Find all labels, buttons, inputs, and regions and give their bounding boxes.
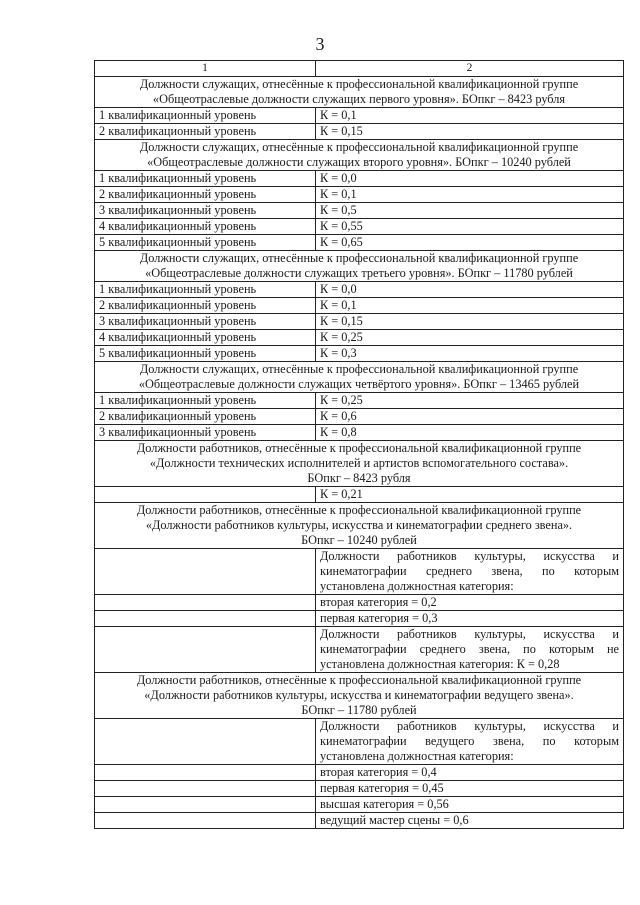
table-row [95, 765, 624, 781]
coef-cell: К = 0,0 [316, 282, 624, 298]
coef-cell: К = 0,15 [316, 124, 624, 140]
salary-coefficient-table [94, 60, 624, 829]
level-cell: 5 квалификационный уровень [95, 346, 316, 362]
level-cell: 5 квалификационный уровень [95, 235, 316, 251]
header-row [95, 61, 624, 77]
coef-cell: К = 0,0 [316, 171, 624, 187]
category-cell: первая категория = 0,3 [316, 611, 624, 627]
table-row [95, 781, 624, 797]
category-cell: первая категория = 0,45 [316, 781, 624, 797]
table-row [95, 409, 624, 425]
title-line: Должности работников, отнесённые к профессиональной квалификационной группе [136, 503, 582, 517]
table-row [95, 393, 624, 409]
empty-cell [95, 549, 316, 595]
level-cell: 4 квалификационный уровень [95, 219, 316, 235]
title-line: «Должности технических исполнителей и артистов вспомогательного состава». [149, 456, 569, 470]
section-title: Должности служащих, отнесённые к профессиональной квалификационной группе «Общеотраслевые должности служащих первого уровня». БОпкг – 8423 рубля [95, 77, 624, 108]
category-description: Должности работников культуры, искусства и кинематографии ведущего звена, по которым установлена должностная категория: [316, 719, 624, 765]
coef-cell: К = 0,1 [316, 298, 624, 314]
empty-cell [95, 719, 316, 765]
coef-cell: К = 0,8 [316, 425, 624, 441]
category-cell: вторая категория = 0,4 [316, 765, 624, 781]
level-cell: 3 квалификационный уровень [95, 425, 316, 441]
section-row [95, 503, 624, 549]
title-line: БОпкг – 10240 рублей [301, 533, 417, 547]
section-row [95, 441, 624, 487]
header-col-1: 1 [95, 61, 316, 77]
table-row [95, 124, 624, 140]
section-row [95, 673, 624, 719]
table-row [95, 203, 624, 219]
section-row [95, 140, 624, 171]
table-row [95, 235, 624, 251]
table-row [95, 719, 624, 765]
table-row [95, 425, 624, 441]
table-body [95, 61, 624, 829]
section-title [95, 441, 624, 487]
title-line: БОпкг – 11780 рублей [301, 703, 417, 717]
coef-cell: К = 0,15 [316, 314, 624, 330]
coef-cell: К = 0,3 [316, 346, 624, 362]
coef-cell: К = 0,25 [316, 330, 624, 346]
table-row [95, 595, 624, 611]
level-cell: 1 квалификационный уровень [95, 171, 316, 187]
coef-cell: К = 0,65 [316, 235, 624, 251]
coef-cell: К = 0,25 [316, 393, 624, 409]
coef-cell: К = 0,1 [316, 108, 624, 124]
level-cell: 2 квалификационный уровень [95, 409, 316, 425]
empty-cell [95, 797, 316, 813]
level-cell: 4 квалификационный уровень [95, 330, 316, 346]
empty-cell [95, 595, 316, 611]
title-line: БОпкг – 8423 рубля [307, 471, 411, 485]
table-row [95, 314, 624, 330]
level-cell: 2 квалификационный уровень [95, 187, 316, 203]
table-row [95, 108, 624, 124]
level-cell: 1 квалификационный уровень [95, 108, 316, 124]
section-title [95, 503, 624, 549]
table-row [95, 171, 624, 187]
table-row [95, 187, 624, 203]
coef-cell: К = 0,6 [316, 409, 624, 425]
empty-cell [95, 765, 316, 781]
coef-cell: К = 0,55 [316, 219, 624, 235]
empty-cell [95, 611, 316, 627]
table-row [95, 813, 624, 829]
level-cell: 1 квалификационный уровень [95, 282, 316, 298]
title-line: «Должности работников культуры, искусства и кинематографии ведущего звена». [144, 688, 574, 702]
section-row [95, 251, 624, 282]
section-row [95, 77, 624, 108]
category-description: Должности работников культуры, искусства и кинематографии среднего звена, по которым не установлена должностная категория: К = 0,28 [316, 627, 624, 673]
level-cell: 2 квалификационный уровень [95, 124, 316, 140]
section-title: Должности служащих, отнесённые к профессиональной квалификационной группе «Общеотраслевые должности служащих четвёртого уровня». БОпкг – 13465 рублей [95, 362, 624, 393]
coef-cell: К = 0,1 [316, 187, 624, 203]
empty-cell [95, 813, 316, 829]
title-line: Должности работников, отнесённые к профессиональной квалификационной группе [136, 673, 582, 687]
table-row [95, 627, 624, 673]
table-row [95, 487, 624, 503]
level-cell: 2 квалификационный уровень [95, 298, 316, 314]
empty-cell [95, 627, 316, 673]
table-row [95, 298, 624, 314]
header-col-2: 2 [316, 61, 624, 77]
category-cell: ведущий мастер сцены = 0,6 [316, 813, 624, 829]
level-cell: 3 квалификационный уровень [95, 203, 316, 219]
title-line: Должности работников, отнесённые к профессиональной квалификационной группе [136, 441, 582, 455]
section-row [95, 362, 624, 393]
category-cell: вторая категория = 0,2 [316, 595, 624, 611]
table-row [95, 611, 624, 627]
category-cell: высшая категория = 0,56 [316, 797, 624, 813]
empty-cell [95, 487, 316, 503]
table-row [95, 282, 624, 298]
section-title [95, 673, 624, 719]
level-cell: 1 квалификационный уровень [95, 393, 316, 409]
table-row [95, 346, 624, 362]
title-line: «Должности работников культуры, искусства и кинематографии среднего звена». [145, 518, 573, 532]
category-description: Должности работников культуры, искусства и кинематографии среднего звена, по которым установлена должностная категория: [316, 549, 624, 595]
level-cell: 3 квалификационный уровень [95, 314, 316, 330]
section-title: Должности служащих, отнесённые к профессиональной квалификационной группе «Общеотраслевые должности служащих третьего уровня». БОпкг – 11780 рублей [95, 251, 624, 282]
page-number: 3 [315, 34, 325, 54]
coef-cell: К = 0,21 [316, 487, 624, 503]
table-row [95, 549, 624, 595]
section-title: Должности служащих, отнесённые к профессиональной квалификационной группе «Общеотраслевые должности служащих второго уровня». БОпкг – 10240 рублей [95, 140, 624, 171]
table-row [95, 797, 624, 813]
coef-cell: К = 0,5 [316, 203, 624, 219]
table-row [95, 330, 624, 346]
empty-cell [95, 781, 316, 797]
table-row [95, 219, 624, 235]
